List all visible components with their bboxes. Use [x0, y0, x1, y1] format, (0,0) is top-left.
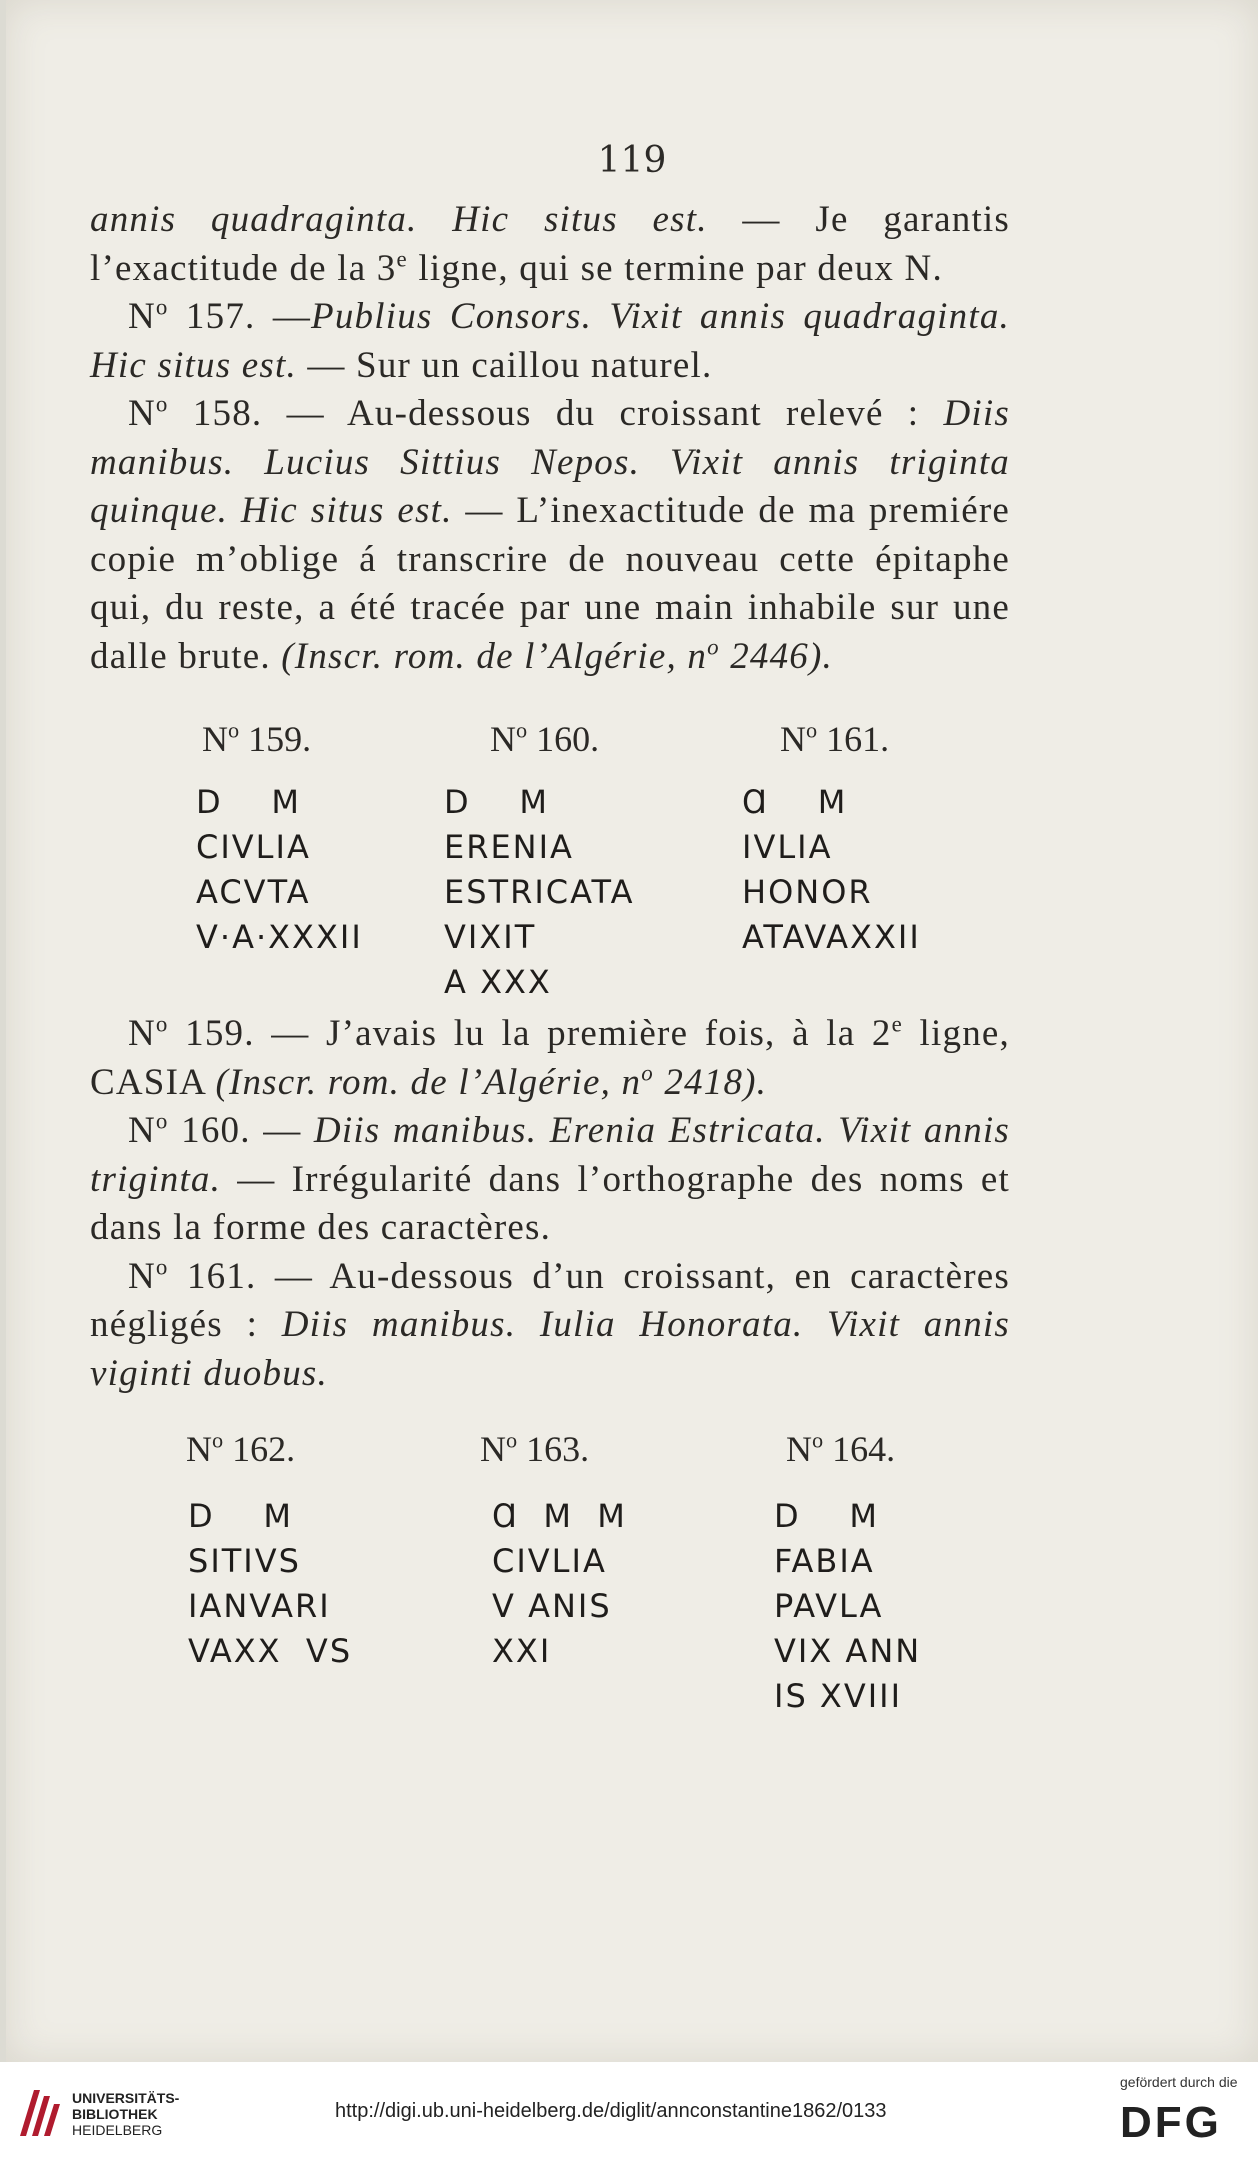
- inscription-line: VIX ANN: [774, 1632, 922, 1670]
- inscription-line: IVLIA: [742, 828, 833, 866]
- inscription-159: [196, 780, 363, 960]
- text-run: 2418).: [653, 1061, 768, 1103]
- paragraph: [90, 390, 1010, 681]
- header-163: $N^o$ 163.: [480, 1427, 590, 1469]
- inscription-line: CIVLIA: [196, 828, 311, 866]
- text-run: N: [128, 393, 156, 434]
- inscription-164: [774, 1494, 921, 1719]
- inscription-line: PAVLA: [774, 1587, 884, 1625]
- funding-text: gefördert durch die: [1120, 2074, 1238, 2090]
- source-url-link[interactable]: http://digi.ub.uni-heidelberg.de/diglit/annconstantine1862/0133: [335, 2100, 887, 2122]
- header-160: $N^o$ 160.: [490, 717, 600, 759]
- header-164: $N^o$ 164.: [786, 1427, 896, 1469]
- inscription-line: XXI: [492, 1632, 552, 1670]
- superscript: o: [707, 633, 720, 659]
- inscription-163: [492, 1494, 627, 1674]
- text-run: ligne, qui se termine par deux N.: [407, 247, 943, 289]
- inscription-line: ERENIA: [444, 828, 574, 866]
- text-run: Diis manibus. Lucius Sittius Nepos. Vixit annis triginta quinque. Hic situs est.: [90, 393, 1010, 531]
- text-run: — Je garantis l’exactitude de la 3: [90, 199, 1011, 289]
- text-run: (Inscr. rom. de l’Algérie, n: [215, 1061, 642, 1103]
- text-block-middle: [90, 1010, 1010, 1398]
- paragraph: [90, 1010, 1010, 1107]
- inscription-line: VIXIT: [444, 918, 537, 956]
- superscript: e: [396, 245, 408, 271]
- superscript: o: [155, 294, 169, 320]
- inscription-162: [188, 1494, 352, 1674]
- inscription-line: ATAVAXXII: [742, 918, 921, 956]
- inscription-line: ACVTA: [196, 873, 311, 911]
- inscription-line: Ɑ M M: [492, 1497, 627, 1535]
- library-line-2: BIBLIOTHEK: [72, 2106, 158, 2122]
- superscript: o: [155, 1253, 169, 1279]
- superscript: o: [155, 391, 169, 417]
- text-run: ligne, CASIA: [90, 1013, 1010, 1103]
- university-logo-icon: [14, 2082, 62, 2142]
- paragraph: [90, 1253, 1010, 1399]
- inscription-160: [444, 780, 634, 1005]
- header-162: $N^o$ 162.: [186, 1427, 296, 1469]
- superscript: o: [155, 1011, 169, 1037]
- text-run: N: [128, 1255, 156, 1297]
- inscription-line: IANVARI: [188, 1587, 331, 1625]
- inscription-line: ESTRICATA: [444, 873, 635, 911]
- text-run: N: [128, 296, 156, 337]
- text-run: (Inscr. rom. de l’Algérie, n: [281, 635, 708, 677]
- text-run: 158. — Au-dessous du croissant relevé :: [168, 393, 944, 434]
- library-line-1: UNIVERSITÄTS-: [72, 2090, 180, 2106]
- inscription-line: D M: [188, 1497, 293, 1535]
- library-name: [72, 2090, 179, 2138]
- text-run: 161. — Au-dessous d’un croissant, en caractères négligés :: [90, 1255, 1010, 1345]
- text-run: — Irrégularité dans l’orthographe des noms et dans la forme des caractères.: [90, 1158, 1010, 1248]
- inscription-line: VAXX VS: [188, 1632, 353, 1670]
- page-number: 119: [597, 140, 667, 181]
- inscription-line: Ɑ M: [742, 783, 848, 821]
- header-159: $N^o$ 159.: [202, 717, 312, 759]
- inscription-line: HONOR: [742, 873, 873, 911]
- inscription-line: D M: [774, 1497, 879, 1535]
- text-run: 160. —: [168, 1110, 314, 1151]
- inscription-line: A XXX: [444, 963, 552, 1001]
- text-run: 157. —: [168, 296, 312, 337]
- header-161: $N^o$ 161.: [780, 717, 890, 759]
- text-run: Publius Consors. Vixit annis quadraginta. Hic situs est.: [90, 296, 1010, 386]
- text-run: 2446).: [719, 635, 833, 677]
- superscript: o: [641, 1059, 654, 1085]
- text-run: N: [128, 1013, 156, 1054]
- text-run: Diis manibus. Iulia Honorata. Vixit annis viginti duobus.: [90, 1304, 1010, 1394]
- inscription-line: SITIVS: [188, 1542, 301, 1580]
- text-run: Diis manibus. Erenia Estricata. Vixit annis triginta.: [90, 1110, 1010, 1200]
- inscription-line: V·A·XXXII: [196, 918, 363, 956]
- text-run: annis quadraginta. Hic situs est.: [90, 199, 708, 240]
- paragraph: [90, 1107, 1010, 1253]
- scanned-page: [6, 0, 1258, 2062]
- inscription-line: D M: [444, 783, 549, 821]
- paragraph: [90, 196, 1010, 293]
- inscription-line: CIVLIA: [492, 1542, 607, 1580]
- text-run: 159. — J’avais lu la première fois, à la 2: [168, 1013, 892, 1054]
- text-run: — L’inexactitude de ma premiére copie m’oblige á transcrire de nouveau cette épitaphe qui, du reste, a été tracée par une main inhabile sur une dalle brute.: [90, 490, 1011, 677]
- superscript: e: [891, 1011, 903, 1037]
- inscription-161: [742, 780, 921, 960]
- inscription-line: FABIA: [774, 1542, 875, 1580]
- text-run: — Sur un caillou naturel.: [296, 344, 713, 386]
- inscription-line: IS XVIII: [774, 1677, 903, 1715]
- inscription-line: D M: [196, 783, 301, 821]
- footer-bar: [0, 2062, 1258, 2162]
- paragraph: [90, 293, 1010, 390]
- library-line-3: HEIDELBERG: [72, 2122, 163, 2138]
- dfg-logo: DFG: [1120, 2098, 1222, 2147]
- inscription-line: V ANIS: [492, 1587, 612, 1625]
- text-block-top: [90, 196, 1010, 681]
- superscript: o: [155, 1108, 169, 1134]
- text-run: N: [128, 1110, 156, 1151]
